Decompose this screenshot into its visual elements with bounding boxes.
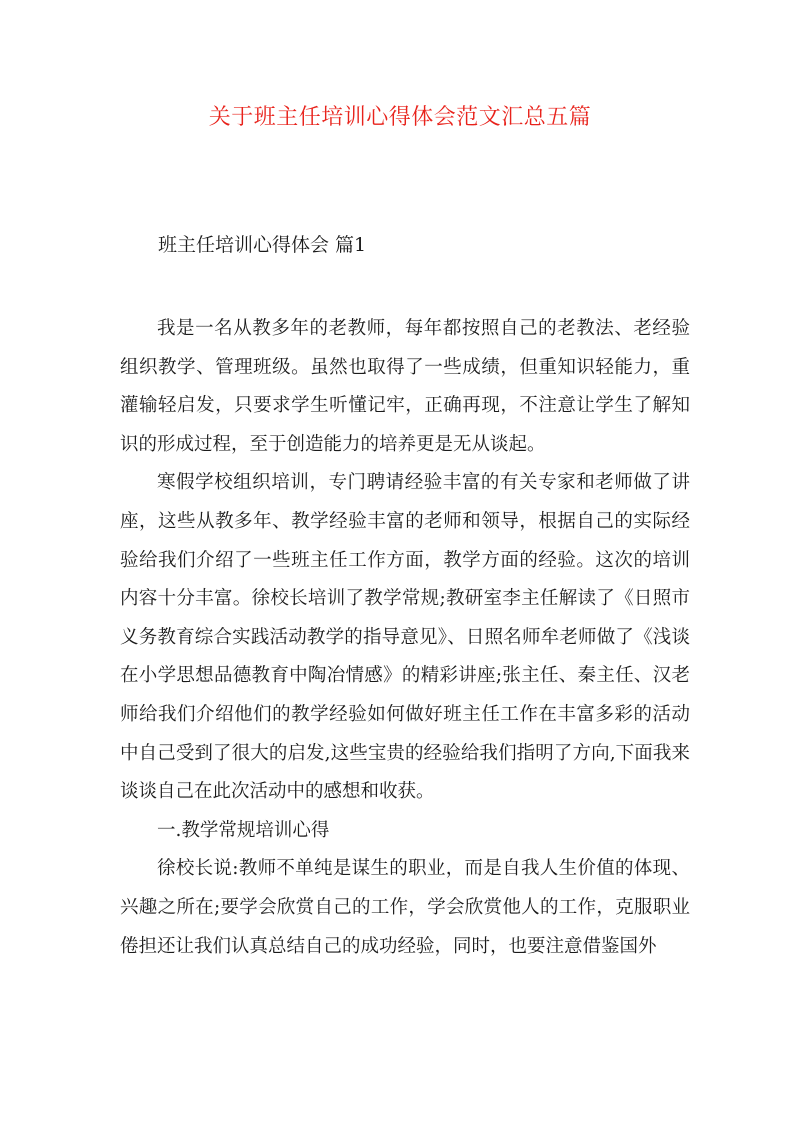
paragraph: 我是一名从教多年的老教师，每年都按照自己的老教法、老经验组织教学、管理班级。虽然也取得了一些成绩，但重知识轻能力，重灌输轻启发，只要求学生听懂记牢，正确再现，不注意让学生了解知识的形成过程，至于创造能力的培养更是无从谈起。	[120, 318, 690, 455]
paragraph: 徐校长说:教师不单纯是谋生的职业，而是自我人生价值的体现、兴趣之所在;要学会欣赏自己的工作，学会欣赏他人的工作，克服职业倦担还让我们认真总结自己的成功经验，同时，也要注意借鉴国外	[120, 858, 690, 957]
document-title: 关于班主任培训心得体会范文汇总五篇	[208, 105, 592, 130]
paragraph: 寒假学校组织培训，专门聘请经验丰富的有关专家和老师做了讲座，这些从教多年、教学经验丰富的老师和领导，根据自己的实际经验给我们介绍了一些班主任工作方面，教学方面的经验。这次的培训内容十分丰富。徐校长培训了教学常规;教研室李主任解读了《日照市义务教育综合实践活动教学的指导意见》、日照名师牟老师做了《浅谈在小学思想品德教育中陶冶情感》的精彩讲座;张主任、秦主任、汉老师给我们介绍他们的教学经验如何做好班主任工作在丰富多彩的活动中自己受到了很大的启发,这些宝贵的经验给我们指明了方向,下面我来谈谈自己在此次活动中的感想和收获。	[120, 472, 690, 803]
subheading: 一.教学常规培训心得	[157, 819, 330, 841]
section-heading: 班主任培训心得体会 篇1	[158, 234, 367, 256]
document-body	[120, 310, 690, 966]
